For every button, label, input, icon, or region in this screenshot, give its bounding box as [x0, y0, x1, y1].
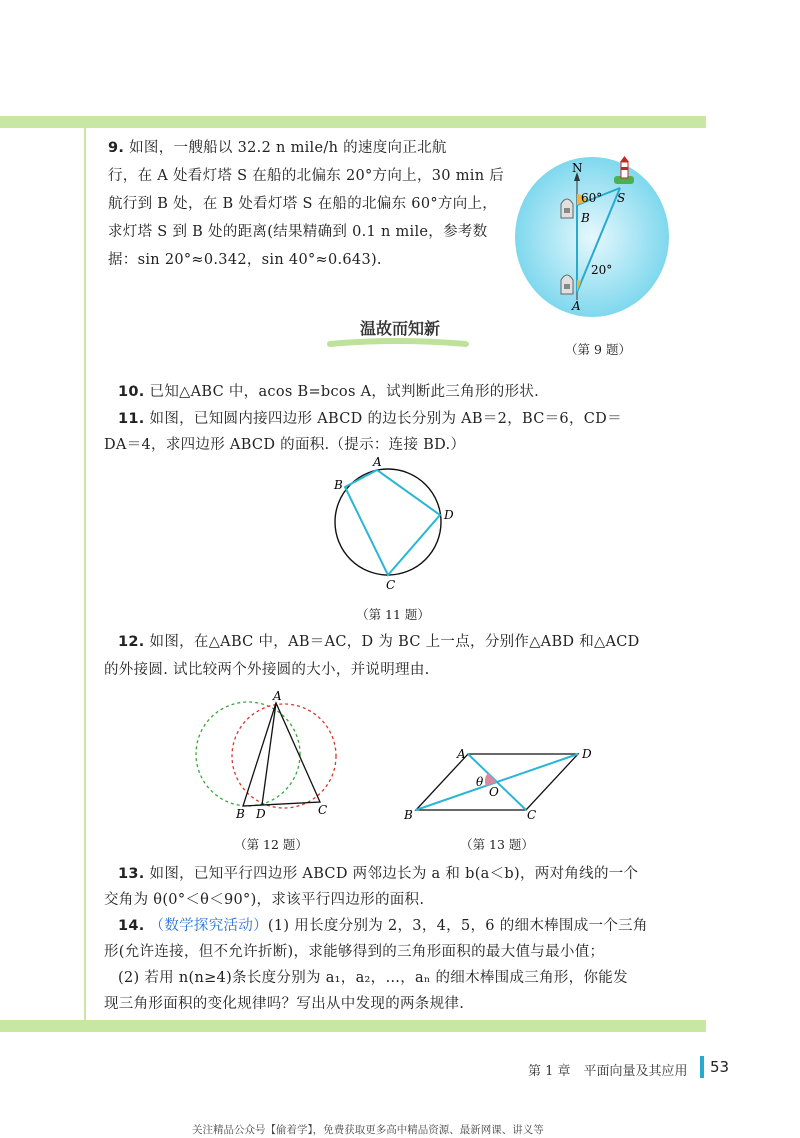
- problem-9-line-2: 行，在 A 处看灯塔 S 在船的北偏东 20°方向上，30 min 后: [108, 168, 505, 184]
- label-b: B: [404, 808, 413, 822]
- label-d: D: [444, 508, 454, 522]
- problem-12-line-1: 如图，在△ABC 中，AB＝AC，D 为 BC 上一点，分别作△ABD 和△ACD: [149, 634, 640, 650]
- problem-14-line-4: 现三角形面积的变化规律吗？写出从中发现的两条规律.: [104, 996, 465, 1012]
- problem-number: 11.: [118, 411, 145, 427]
- label-a: A: [373, 455, 382, 469]
- label-b: B: [334, 478, 343, 492]
- label-o: O: [489, 785, 499, 799]
- section-badge: 温故而知新: [359, 319, 440, 338]
- caption-9: （第 9 题）: [565, 342, 631, 357]
- problem-number: 12.: [118, 634, 145, 650]
- problem-13: [118, 860, 718, 888]
- caption-12: （第 12 题）: [234, 837, 308, 852]
- problem-number: 13.: [118, 866, 145, 882]
- problem-12-line-2: 的外接圆. 试比较两个外接圆的大小，并说明理由.: [104, 662, 430, 678]
- label-a: A: [572, 299, 581, 313]
- label-d: D: [582, 747, 592, 761]
- page-number: 53: [710, 1058, 730, 1076]
- problem-11-line-1: 如图，已知圆内接四边形 ABCD 的边长分别为 AB＝2，BC＝6，CD＝: [149, 411, 622, 427]
- label-b: B: [581, 211, 590, 225]
- problem-number: 14.: [118, 918, 145, 934]
- problem-9-line-5: 据：sin 20°≈0.342，sin 40°≈0.643).: [108, 252, 382, 268]
- label-b: B: [236, 807, 245, 821]
- label-n: N: [572, 161, 583, 175]
- problem-14-tag: （数学探究活动）: [149, 918, 268, 934]
- problem-14-line-2: 形(允许连接，但不允许折断)，求能够得到的三角形面积的最大值与最小值；: [104, 944, 605, 960]
- footer-notice: 关注精品公众号【偷着学】，免费获取更多高中精品资源、最新网课、讲义等: [192, 1124, 544, 1136]
- label-c: C: [386, 578, 396, 592]
- problem-9-line-4: 求灯塔 S 到 B 处的距离(结果精确到 0.1 n mile，参考数: [108, 224, 488, 240]
- label-c: C: [318, 803, 328, 817]
- page-divider: [700, 1056, 704, 1078]
- label-s: S: [617, 191, 626, 205]
- problem-10-line: 已知△ABC 中，acos B=bcos A，试判断此三角形的形状.: [149, 384, 540, 400]
- problem-9-line-1: 如图，一艘船以 32.2 n mile/h 的速度向正北航: [129, 140, 447, 156]
- label-20: 20°: [591, 263, 613, 277]
- problem-number: 9.: [108, 140, 125, 156]
- problem-14: [118, 912, 718, 940]
- caption-13: （第 13 题）: [460, 837, 534, 852]
- problem-number: 10.: [118, 384, 145, 400]
- problem-11-line-2: DA＝4，求四边形 ABCD 的面积.（提示：连接 BD.）: [104, 437, 466, 453]
- label-60: 60°: [581, 191, 603, 205]
- label-a: A: [457, 747, 466, 761]
- label-a: A: [273, 689, 282, 703]
- problem-13-line-1: 如图，已知平行四边形 ABCD 两邻边长为 a 和 b(a＜b)，两对角线的一个: [149, 866, 639, 882]
- label-theta: θ: [476, 775, 484, 789]
- problem-9-line-3: 航行到 B 处，在 B 处看灯塔 S 在船的北偏东 60°方向上，: [108, 196, 498, 212]
- caption-11: （第 11 题）: [356, 607, 430, 622]
- problem-14-line-3: (2) 若用 n(n≥4)条长度分别为 a₁，a₂，…，aₙ 的细木棒围成三角形，你能发: [118, 970, 628, 986]
- problem-13-line-2: 交角为 θ(0°＜θ＜90°)，求该平行四边形的面积.: [104, 892, 425, 908]
- chapter-title: 第 1 章 平面向量及其应用: [528, 1064, 688, 1079]
- problem-14-line-1: (1) 用长度分别为 2，3，4，5，6 的细木棒围成一个三角: [267, 918, 648, 934]
- label-d: D: [256, 807, 266, 821]
- label-c: C: [527, 808, 537, 822]
